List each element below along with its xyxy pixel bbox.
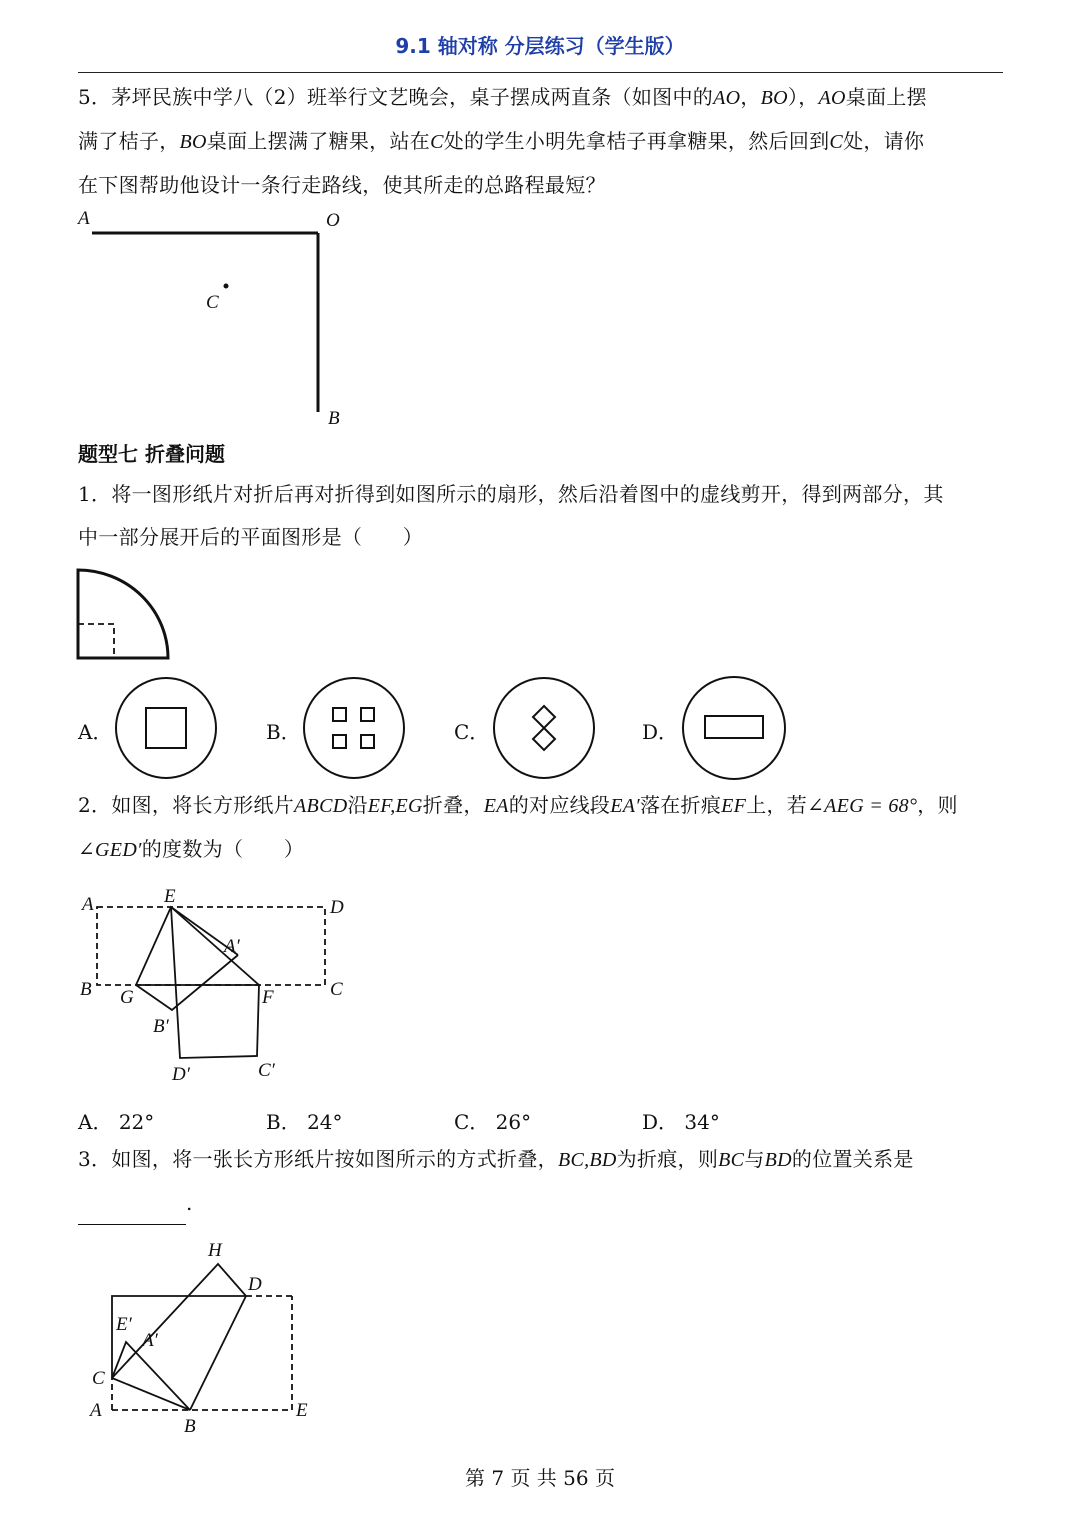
label-e: E	[164, 886, 176, 907]
option-value: 24°	[307, 1110, 343, 1134]
option-c[interactable]	[454, 1106, 531, 1135]
math: BO	[179, 131, 207, 153]
small-square	[333, 708, 346, 721]
text: 中一部分展开后的平面图形是（ ）	[78, 525, 424, 549]
label-d: D	[330, 897, 344, 918]
option-value: 26°	[495, 1110, 532, 1134]
option-c-label[interactable]: C．	[454, 720, 490, 744]
diamond-shape	[533, 706, 555, 728]
sector-shape	[78, 570, 168, 658]
math: BO	[760, 87, 788, 109]
small-square	[333, 735, 346, 748]
label-h: H	[208, 1240, 222, 1261]
problem-2-text	[78, 784, 1006, 872]
circle-shape	[116, 678, 216, 778]
problem-3-figure	[84, 1232, 324, 1438]
text: 桌面上摆满了糖果，站在	[206, 129, 431, 153]
option-d-label[interactable]: D．	[642, 720, 679, 744]
folded-b-prime	[136, 955, 238, 1010]
text: 处，请你	[843, 129, 925, 153]
cut-dashed-line	[78, 624, 114, 658]
page-footer: 第 7 页 共 56 页	[465, 1466, 615, 1490]
text: ），	[787, 85, 819, 109]
math: ∠AEG = 68°	[807, 795, 918, 817]
rectangle-abcd-dashed	[97, 907, 325, 985]
folded-right-flap	[171, 907, 259, 1058]
problem-1-text	[78, 473, 1006, 559]
label-e-prime: E′	[116, 1314, 132, 1335]
header-rule	[78, 72, 1003, 73]
math: C	[829, 131, 844, 153]
problem-number: 2．	[78, 793, 112, 817]
problem-5-figure	[70, 200, 360, 432]
label-a: A	[90, 1400, 102, 1421]
text: 如图，将长方形纸片	[111, 793, 295, 817]
text: 如图，将一张长方形纸片按如图所示的方式折叠，	[111, 1147, 558, 1171]
diamond-shape	[533, 728, 555, 750]
text: 的位置关系是	[791, 1147, 914, 1171]
option-label: D．	[642, 1110, 679, 1134]
rectangle-hole	[705, 716, 763, 738]
label-e: E	[296, 1400, 308, 1421]
label-d-prime: D′	[172, 1064, 190, 1085]
sector-figure	[74, 566, 174, 664]
option-label: A．	[78, 1110, 113, 1134]
text: 沿	[347, 793, 368, 817]
option-b-figure[interactable]	[300, 676, 408, 780]
small-square	[361, 708, 374, 721]
math: BC	[718, 1149, 745, 1171]
label-a-prime: A′	[142, 1330, 158, 1351]
label-b-prime: B′	[153, 1016, 169, 1037]
math: AO	[713, 87, 741, 109]
math: BD	[764, 1149, 792, 1171]
option-value: 34°	[684, 1110, 720, 1134]
text: 桌面上摆	[845, 85, 927, 109]
option-a-label[interactable]: A．	[78, 720, 113, 744]
fold-h-flap	[112, 1264, 246, 1378]
small-square	[361, 735, 374, 748]
option-d-figure[interactable]	[678, 676, 790, 780]
text: 与	[744, 1147, 765, 1171]
math: EA	[483, 795, 509, 817]
section-title: 题型七 折叠问题	[78, 442, 225, 466]
text: ，	[740, 85, 761, 109]
text: 上，若	[746, 793, 808, 817]
label-c-prime: C′	[258, 1060, 275, 1081]
option-label: B．	[266, 1110, 301, 1134]
option-a[interactable]	[78, 1106, 154, 1135]
option-label: C．	[454, 1110, 490, 1134]
label-f: F	[262, 987, 274, 1008]
problem-5-text	[78, 76, 1006, 207]
label-g: G	[120, 987, 134, 1008]
option-b-label[interactable]: B．	[266, 720, 301, 744]
label-a: A	[82, 894, 94, 915]
folded-left-flap	[136, 907, 238, 985]
text: 满了桔子，	[78, 129, 180, 153]
math: EF	[721, 795, 747, 817]
option-a-figure[interactable]	[112, 676, 220, 780]
text: 处的学生小明先拿桔子再拿糖果，然后回到	[443, 129, 830, 153]
problem-3-text	[78, 1138, 1006, 1225]
label-d: D	[248, 1274, 262, 1295]
crease-bd	[190, 1296, 246, 1410]
text: ，则	[917, 793, 958, 817]
answer-blank[interactable]	[78, 1200, 186, 1225]
text: 落在折痕	[639, 793, 722, 817]
problem-number: 1．	[78, 482, 112, 506]
math: ∠GED′	[78, 839, 142, 861]
text: 的度数为（ ）	[141, 837, 305, 861]
page-header-title: 9.1 轴对称 分层练习（学生版）	[395, 34, 685, 58]
text: 茅坪民族中学八（2）班举行文艺晚会，桌子摆成两直条（如图中的	[111, 85, 714, 109]
problem-2-figure	[74, 880, 364, 1086]
problem-number: 5．	[78, 85, 112, 109]
math: AO	[818, 87, 846, 109]
text: 的对应线段	[508, 793, 611, 817]
problem-number: 3．	[78, 1147, 112, 1171]
label-b: B	[328, 408, 340, 429]
text: 在下图帮助他设计一条行走路线，使其所走的总路程最短？	[78, 173, 606, 197]
crease-bc	[112, 1378, 190, 1410]
math: ABCD	[294, 795, 348, 817]
square-hole	[146, 708, 186, 748]
label-o: O	[326, 210, 340, 231]
circle-shape	[683, 677, 785, 779]
label-c: C	[92, 1368, 105, 1389]
text: 将一图形纸片对折后再对折得到如图所示的扇形，然后沿着图中的虚线剪开，得到两部分，其	[111, 482, 944, 506]
label-a-prime: A′	[224, 936, 240, 957]
math: EF,EG	[367, 795, 423, 817]
option-c-figure[interactable]	[490, 676, 598, 780]
fold-a-prime	[112, 1342, 190, 1410]
math: EA′	[610, 795, 640, 817]
math: BC,BD	[557, 1149, 617, 1171]
point-c	[224, 284, 229, 289]
text: .	[186, 1191, 193, 1215]
text: 折叠，	[422, 793, 484, 817]
option-value: 22°	[118, 1110, 155, 1134]
option-d[interactable]	[642, 1106, 720, 1135]
circle-shape	[304, 678, 404, 778]
math: C	[430, 131, 444, 153]
option-b[interactable]	[266, 1106, 343, 1135]
label-c: C	[330, 979, 343, 1000]
label-b: B	[80, 979, 92, 1000]
label-b: B	[184, 1416, 196, 1437]
text: 为折痕，则	[616, 1147, 719, 1171]
label-c: C	[206, 292, 219, 313]
label-a: A	[78, 208, 90, 229]
